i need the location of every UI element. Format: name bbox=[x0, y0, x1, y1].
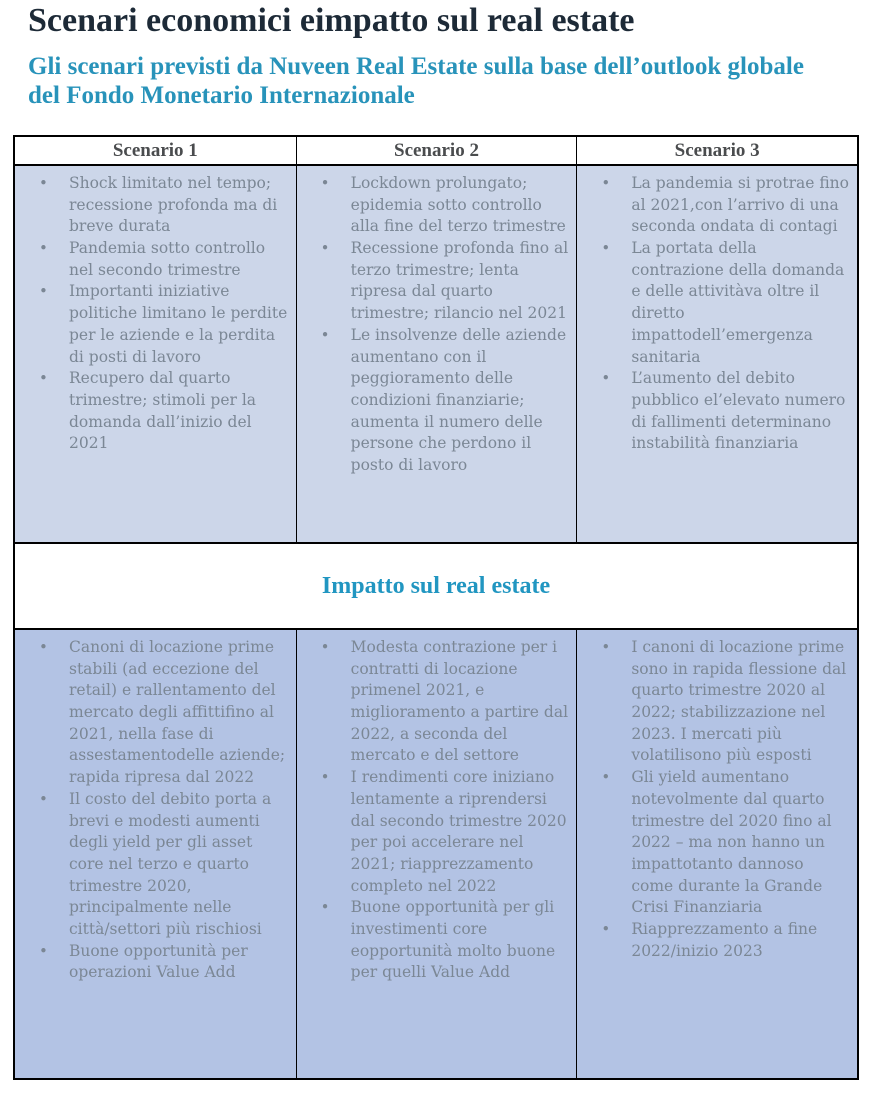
bullet-list bbox=[297, 630, 577, 984]
bullet-item: • Gli yield aumentano notevolmente dal quarto trimestre del 2020 fino al 2022 – ma non hanno un impattotanto dannoso come durante la Grande Crisi Finanziaria bbox=[593, 767, 849, 919]
bullet-item: • Importanti iniziative politiche limitano le perdite per le aziende e la perdita di posti di lavoro bbox=[31, 281, 288, 368]
bullet-item: • La portata della contrazione della domanda e delle attivitàva oltre il diretto impattodell’emergenza sanitaria bbox=[593, 238, 849, 368]
page-title: Scenari economici eimpatto sul real estate bbox=[28, 2, 635, 39]
bullet-item: • Buone opportunità per operazioni Value Add bbox=[31, 941, 288, 984]
bullet-item: • Pandemia sotto controllo nel secondo trimestre bbox=[31, 238, 288, 281]
bullet-item: • Lockdown prolungato; epidemia sotto controllo alla fine del terzo trimestre bbox=[313, 173, 569, 238]
bullet-item: • Shock limitato nel tempo; recessione profonda ma di breve durata bbox=[31, 173, 288, 238]
bullet-item: • I canoni di locazione prime sono in rapida flessione dal quarto trimestre 2020 al 2022; stabilizzazione nel 2023. I mercati più volatilisono più esposti bbox=[593, 637, 849, 767]
bullet-item: • L’aumento del debito pubblico el’elevato numero di fallimenti determinano instabilità finanziaria bbox=[593, 368, 849, 455]
impact-section-band bbox=[15, 544, 857, 630]
bullet-item: • Riapprezzamento a fine 2022/inizio 2023 bbox=[593, 919, 849, 962]
bullet-item: • Recessione profonda fino al terzo trimestre; lenta ripresa dal quarto trimestre; rilancio nel 2021 bbox=[313, 238, 569, 325]
page-subtitle: Gli scenari previsti da Nuveen Real Estate sulla base dell’outlook globale del Fondo Monetario Internazionale bbox=[28, 53, 804, 110]
economic-cell-scenario-1 bbox=[15, 166, 296, 542]
bullet-list bbox=[297, 166, 577, 477]
impact-section-title: Impatto sul real estate bbox=[321, 572, 551, 599]
bullet-list bbox=[577, 630, 857, 962]
table-header-row bbox=[15, 137, 857, 166]
bullet-item: • Buone opportunità per gli investimenti core eopportunità molto buone per quelli Value Add bbox=[313, 897, 569, 984]
bullet-list bbox=[15, 630, 296, 984]
impact-cell-scenario-3 bbox=[576, 630, 857, 1078]
bullet-item: • Modesta contrazione per i contratti di locazione primenel 2021, e miglioramento a partire dal 2022, a seconda del mercato e del settore bbox=[313, 637, 569, 767]
bullet-list bbox=[15, 166, 296, 455]
scenario-table bbox=[13, 135, 859, 1080]
bullet-item: • Le insolvenze delle aziende aumentano con il peggioramento delle condizioni finanziarie; aumenta il numero delle persone che perdono il posto di lavoro bbox=[313, 325, 569, 477]
impact-cell-scenario-2 bbox=[296, 630, 577, 1078]
economic-cell-scenario-2 bbox=[296, 166, 577, 542]
economic-scenarios-row bbox=[15, 166, 857, 544]
column-header-scenario-3: Scenario 3 bbox=[576, 137, 857, 164]
bullet-item: • Canoni di locazione prime stabili (ad eccezione del retail) e rallentamento del mercato degli affittifino al 2021, nella fase di assestamentodelle aziende; rapida ripresa dal 2022 bbox=[31, 637, 288, 789]
bullet-item: • I rendimenti core iniziano lentamente a riprendersi dal secondo trimestre 2020 per poi accelerare nel 2021; riapprezzamento completo nel 2022 bbox=[313, 767, 569, 897]
column-header-scenario-2: Scenario 2 bbox=[296, 137, 577, 164]
bullet-item: • Il costo del debito porta a brevi e modesti aumenti degli yield per gli asset core nel terzo e quarto trimestre 2020, principalmente nelle città/settori più rischiosi bbox=[31, 789, 288, 941]
impact-cell-scenario-1 bbox=[15, 630, 296, 1078]
bullet-item: • Recupero dal quarto trimestre; stimoli per la domanda dall’inizio del 2021 bbox=[31, 368, 288, 455]
bullet-item: • La pandemia si protrae fino al 2021,con l’arrivo di una seconda ondata di contagi bbox=[593, 173, 849, 238]
economic-cell-scenario-3 bbox=[576, 166, 857, 542]
bullet-list bbox=[577, 166, 857, 455]
column-header-scenario-1: Scenario 1 bbox=[15, 137, 296, 164]
real-estate-impact-row bbox=[15, 630, 857, 1078]
